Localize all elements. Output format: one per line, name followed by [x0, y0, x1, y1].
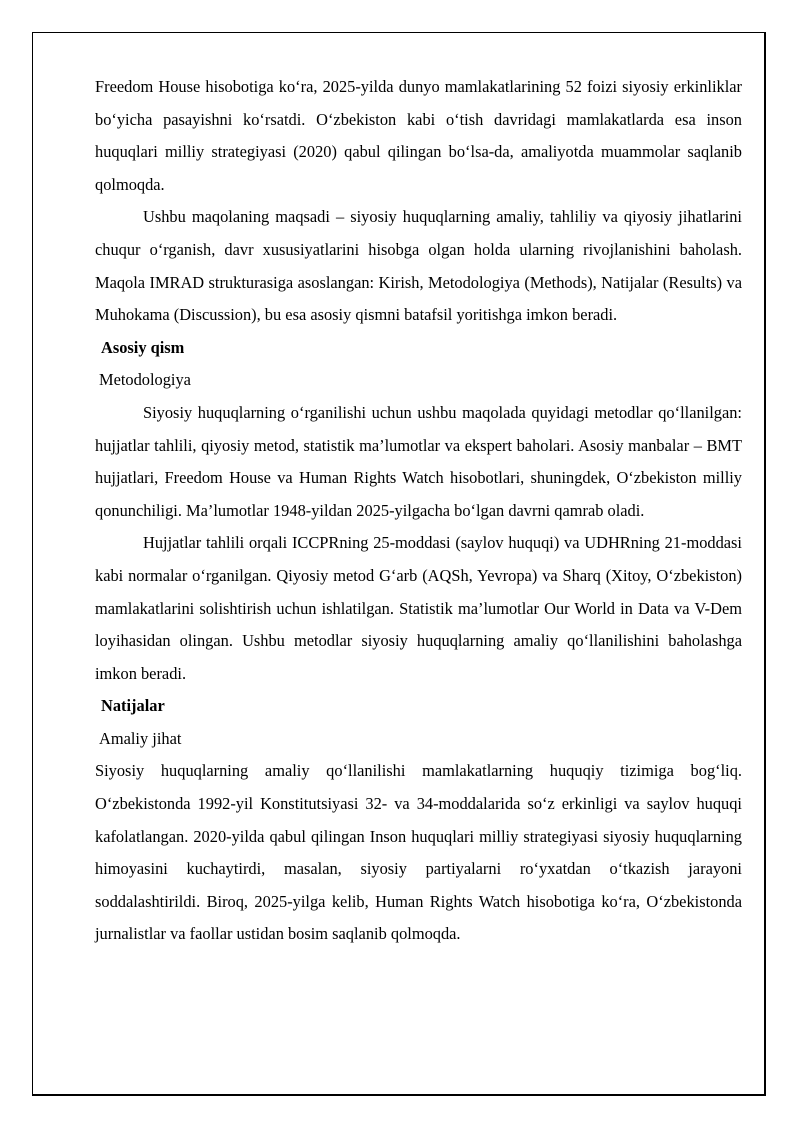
document-body: [95, 71, 742, 951]
paragraph-practical: Siyosiy huquqlarning amaliy qo‘llanilishi mamlakatlarning huquqiy tizimiga bog‘liq. O‘zbekistonda 1992-yil Konstitutsiyasi 32- va 34-moddalarida so‘z erkinligi va saylov huquqi kafolatlangan. 2020-yilda qabul qilingan Inson huquqlari milliy strategiyasi siyosiy huquqlarning himoyasini kuchaytirdi, masalan, siyosiy partiyalarni ro‘yxatdan o‘tkazish jarayoni soddalashtirildi. Biroq, 2025-yilga kelib, Human Rights Watch hisobotiga ko‘ra, O‘zbekistonda jurnalistlar va faollar ustidan bosim saqlanib qolmoqda.: [95, 761, 742, 944]
heading-main-part: Asosiy qism: [101, 337, 185, 357]
paragraph-methods-1: Siyosiy huquqlarning o‘rganilishi uchun ushbu maqolada quyidagi metodlar qo‘llanilgan: hujjatlar tahlili, qiyosiy metod, statistik ma’lumotlar va ekspert baholari. Asosiy manbalar – BMT hujjatlari, Freedom House va Human Rights Watch hisobotlari, shuningdek, O‘zbekiston milliy qonunchiligi. Ma’lumotlar 1948-yildan 2025-yilgacha bo‘lgan davrni qamrab oladi.: [95, 402, 742, 520]
heading-practical-aspect: Amaliy jihat: [99, 728, 182, 748]
paragraph-methods-2: Hujjatlar tahlili orqali ICCPRning 25-moddasi (saylov huquqi) va UDHRning 21-moddasi kabi normalar o‘rganilgan. Qiyosiy metod G‘arb (AQSh, Yevropa) va Sharq (Xitoy, O‘zbekiston) mamlakatlarini solishtirish uchun ishlatilgan. Statistik ma’lumotlar Our World in Data va V-Dem loyihasidan olingan. Ushbu metodlar siyosiy huquqlarning amaliy qo‘llanilishini baholashga imkon beradi.: [95, 533, 742, 683]
heading-methodology: Metodologiya: [99, 370, 191, 390]
heading-results: Natijalar: [101, 696, 165, 716]
paragraph-purpose: Ushbu maqolaning maqsadi – siyosiy huquqlarning amaliy, tahliliy va qiyosiy jihatlarini chuqur o‘rganish, davr xususiyatlarini hisobga olgan holda ularning rivojlanishini baholash. Maqola IMRAD strukturasiga asoslangan: Kirish, Metodologiya (Methods), Natijalar (Results) va Muhokama (Discussion), bu esa asosiy qismni batafsil yoritishga imkon beradi.: [95, 207, 742, 325]
paragraph-intro-continuation: Freedom House hisobotiga ko‘ra, 2025-yilda dunyo mamlakatlarining 52 foizi siyosiy erkinliklar bo‘yicha pasayishni ko‘rsatdi. O‘zbekiston kabi o‘tish davridagi mamlakatlarda esa inson huquqlari milliy strategiyasi (2020) qabul qilingan bo‘lsa-da, amaliyotda muammolar saqlanib qolmoqda.: [95, 77, 742, 194]
